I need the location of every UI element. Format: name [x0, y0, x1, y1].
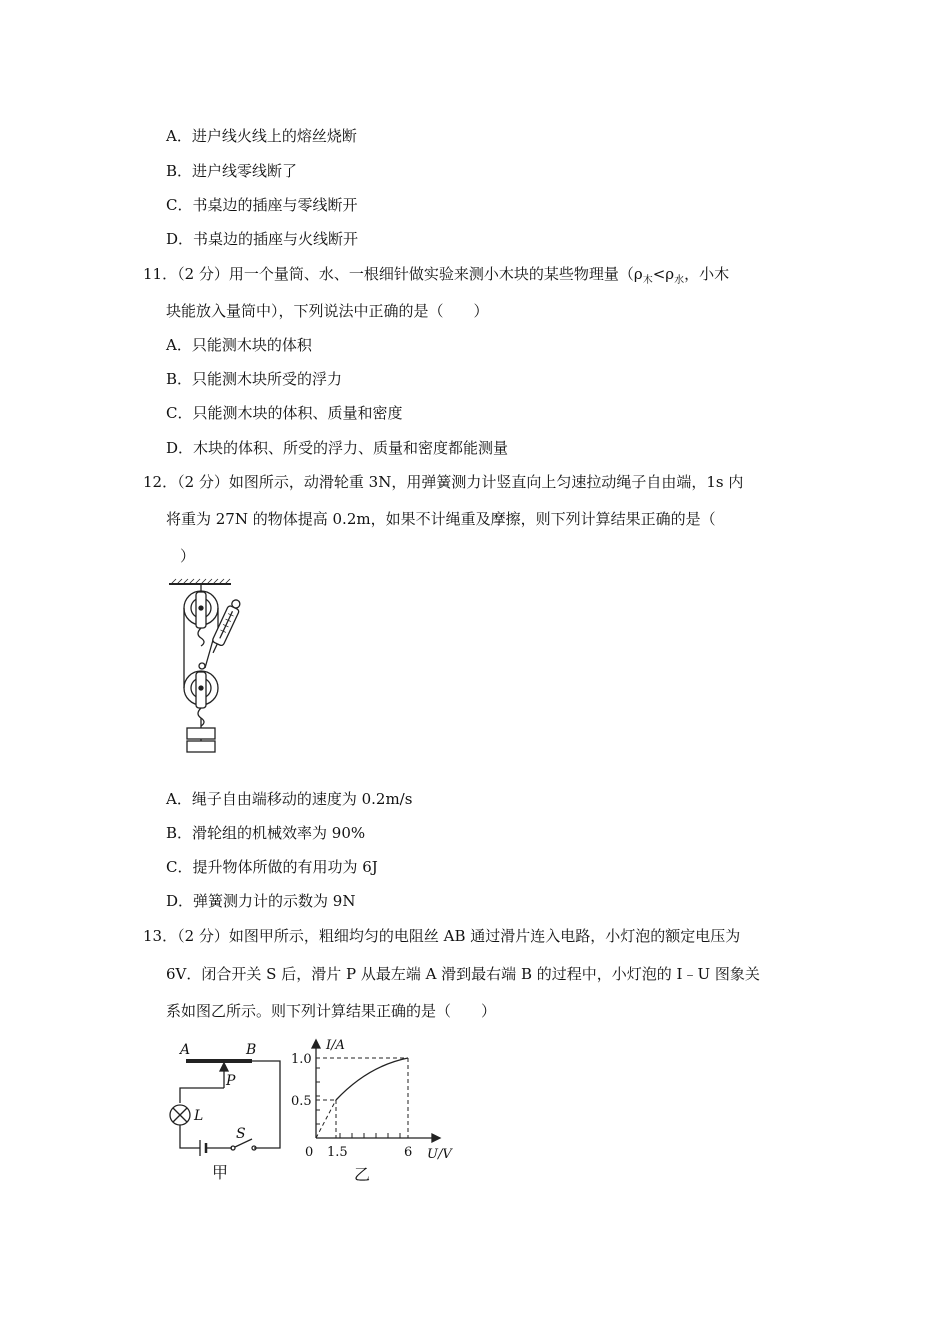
- q11-stem-text: 11．（2 分）用一个量筒、水、一根细针做实验来测小木块的某些物理量（ρ: [143, 265, 643, 283]
- x-tick-1-5: 1.5: [327, 1145, 348, 1160]
- x-axis-label: U/V: [427, 1147, 452, 1162]
- q13-stem-line1: 13．（2 分）如图甲所示，粗细均匀的电阻丝 AB 通过滑片连入电路，小灯泡的额定电压为: [143, 927, 741, 945]
- q13-stem-line2: 6V．闭合开关 S 后，滑片 P 从最左端 A 滑到最右端 B 的过程中，小灯泡的 I﹣U 图象关: [166, 965, 760, 983]
- q10-option-c: C．书桌边的插座与零线断开: [166, 196, 358, 214]
- q11-option-d: D．木块的体积、所受的浮力、质量和密度都能测量: [166, 439, 509, 457]
- q12-option-c: C．提升物体所做的有用功为 6J: [166, 858, 378, 876]
- iu-curve: [336, 1058, 408, 1100]
- q12-stem-line3: ）: [180, 547, 196, 565]
- pulley-figure: [165, 578, 255, 758]
- y-axis-label: I/A: [326, 1038, 345, 1053]
- circuit-caption: 甲: [212, 1163, 229, 1182]
- y-tick-0-5: 0.5: [291, 1094, 312, 1109]
- graph-caption: 乙: [354, 1165, 371, 1184]
- x-tick-6: 6: [404, 1145, 413, 1160]
- q11-stem-line1: [143, 264, 729, 287]
- label-b: B: [246, 1042, 257, 1058]
- label-a: A: [180, 1042, 191, 1058]
- q11-option-a: A．只能测木块的体积: [166, 336, 312, 354]
- rho-wood-subscript: 木: [642, 275, 653, 286]
- q11-stem-tail: ，小木: [684, 265, 730, 283]
- slider-p: [220, 1063, 228, 1071]
- q12-stem-line2: 将重为 27N 的物体提高 0.2m，如果不计绳重及摩擦，则下列计算结果正确的是（: [166, 510, 716, 528]
- less-than-rho: <ρ: [652, 265, 675, 283]
- rho-water-subscript: 水: [674, 275, 685, 286]
- q12-stem-line1: 12．（2 分）如图所示，动滑轮重 3N，用弹簧测力计竖直向上匀速拉动绳子自由端，1s 内: [143, 473, 744, 491]
- q11-stem-line2: 块能放入量筒中），下列说法中正确的是（ ）: [166, 302, 489, 320]
- label-s: S: [236, 1126, 246, 1142]
- q10-option-b: B．进户线零线断了: [166, 162, 298, 180]
- circuit-diagram: [160, 1040, 290, 1180]
- weight-block: [187, 728, 215, 739]
- iu-graph: [290, 1038, 460, 1183]
- y-tick-1-0: 1.0: [291, 1052, 312, 1067]
- q12-option-d: D．弹簧测力计的示数为 9N: [166, 892, 356, 910]
- q10-option-d: D．书桌边的插座与火线断开: [166, 230, 359, 248]
- label-p: P: [226, 1073, 236, 1089]
- spring-scale: [208, 598, 243, 656]
- q13-stem-line3: 系如图乙所示。则下列计算结果正确的是（ ）: [166, 1002, 497, 1020]
- dashed-segment: [316, 1100, 336, 1138]
- q10-option-a: A．进户线火线上的熔丝烧断: [166, 127, 357, 145]
- origin-label: 0: [305, 1145, 314, 1160]
- q12-option-b: B．滑轮组的机械效率为 90%: [166, 824, 366, 842]
- q11-option-c: C．只能测木块的体积、质量和密度: [166, 404, 403, 422]
- q12-option-a: A．绳子自由端移动的速度为 0.2m/s: [166, 790, 413, 808]
- label-l: L: [194, 1108, 204, 1124]
- q11-option-b: B．只能测木块所受的浮力: [166, 370, 343, 388]
